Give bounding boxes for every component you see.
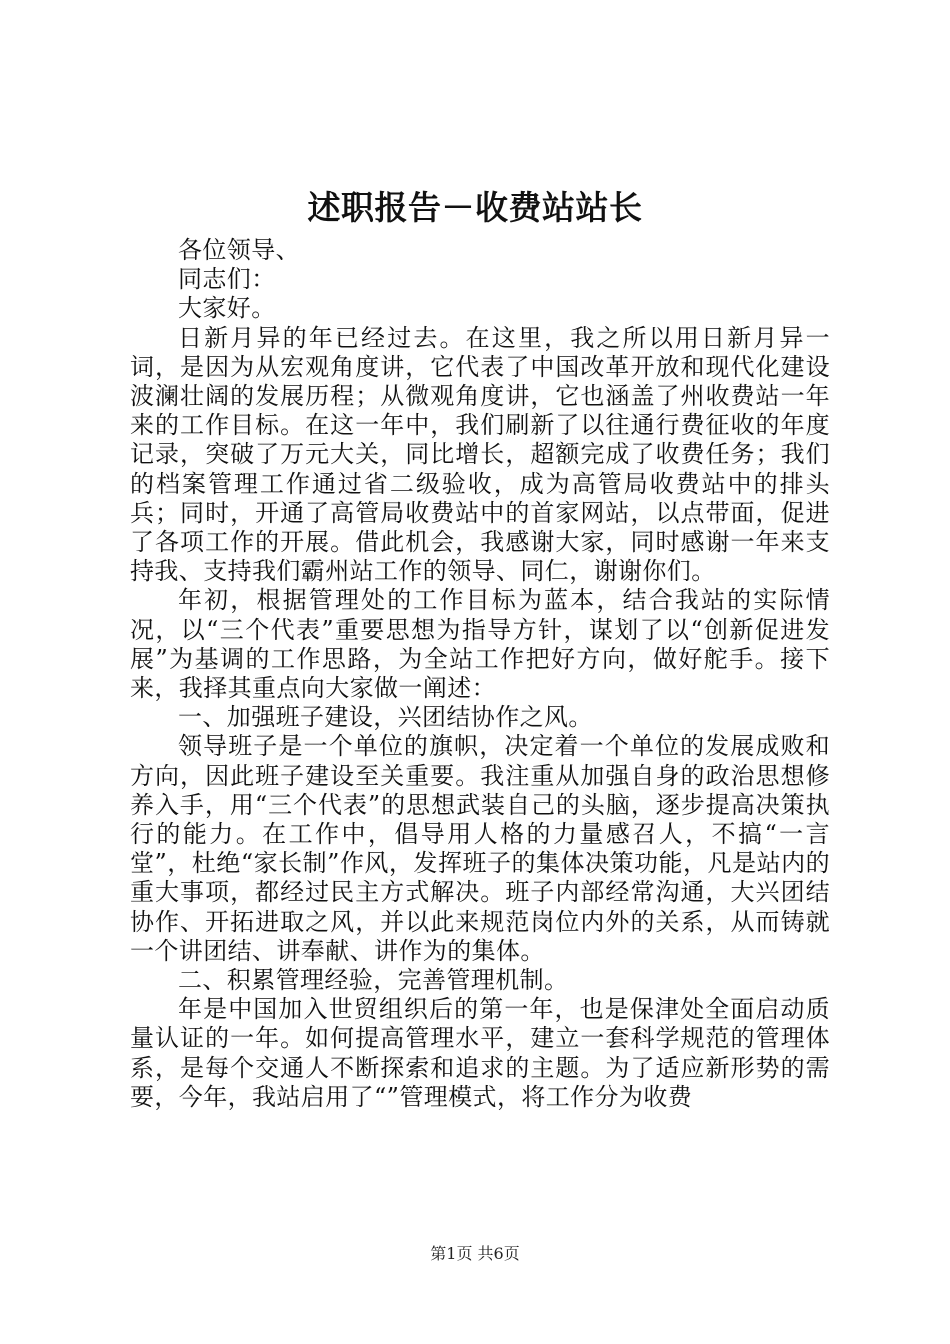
paragraph-section-1: 领导班子是一个单位的旗帜，决定着一个单位的发展成败和方向，因此班子建设至关重要。我注重从加强自身的政治思想修养入手，用“三个代表”的思想武装自己的头脑，逐步提高决策执行的能力。在工作中，倡导用人格的力量感召人，不搞“一言堂”，杜绝“家长制”作风，发挥班子的集体决策功能，凡是站内的重大事项，都经过民主方式解决。班子内部经常沟通，大兴团结协作、开拓进取之风，并以此来规范岗位内外的关系，从而铸就一个讲团结、讲奉献、讲作为的集体。 [130,732,830,965]
paragraph-intro: 日新月异的年已经过去。在这里，我之所以用日新月异一词，是因为从宏观角度讲，它代表了中国改革开放和现代化建设波澜壮阔的发展历程；从微观角度讲，它也涵盖了州收费站一年来的工作目标。在这一年中，我们刷新了以往通行费征收的年度记录，突破了万元大关，同比增长，超额完成了收费任务；我们的档案管理工作通过省二级验收，成为高管局收费站中的排头兵；同时，开通了高管局收费站中的首家网站，以点带面，促进了各项工作的开展。借此机会，我感谢大家，同时感谢一年来支持我、支持我们霸州站工作的领导、同仁，谢谢你们。 [130,323,830,586]
document-title: 述职报告－收费站站长 [307,188,643,227]
page-number-footer: 第1页 共6页 [430,1244,520,1263]
salutation-comrades: 同志们： [178,265,276,294]
section-heading-1: 一、加强班子建设，兴团结协作之风。 [178,703,593,732]
paragraph-section-2: 年是中国加入世贸组织后的第一年，也是保津处全面启动质量认证的一年。如何提高管理水平，建立一套科学规范的管理体系，是每个交通人不断探索和追求的主题。为了适应新形势的需要，今年，我站启用了“”管理模式，将工作分为收费 [130,995,830,1111]
paragraph-plan: 年初，根据管理处的工作目标为蓝本，结合我站的实际情况，以“三个代表”重要思想为指导方针，谋划了以“创新促进发展”为基调的工作思路，为全站工作把好方向，做好舵手。接下来，我择其重点向大家做一阐述： [130,586,830,703]
document-body [130,236,830,1112]
salutation-leaders: 各位领导、 [178,236,300,264]
greeting: 大家好。 [178,294,276,323]
section-heading-2: 二、积累管理经验，完善管理机制。 [178,966,569,995]
